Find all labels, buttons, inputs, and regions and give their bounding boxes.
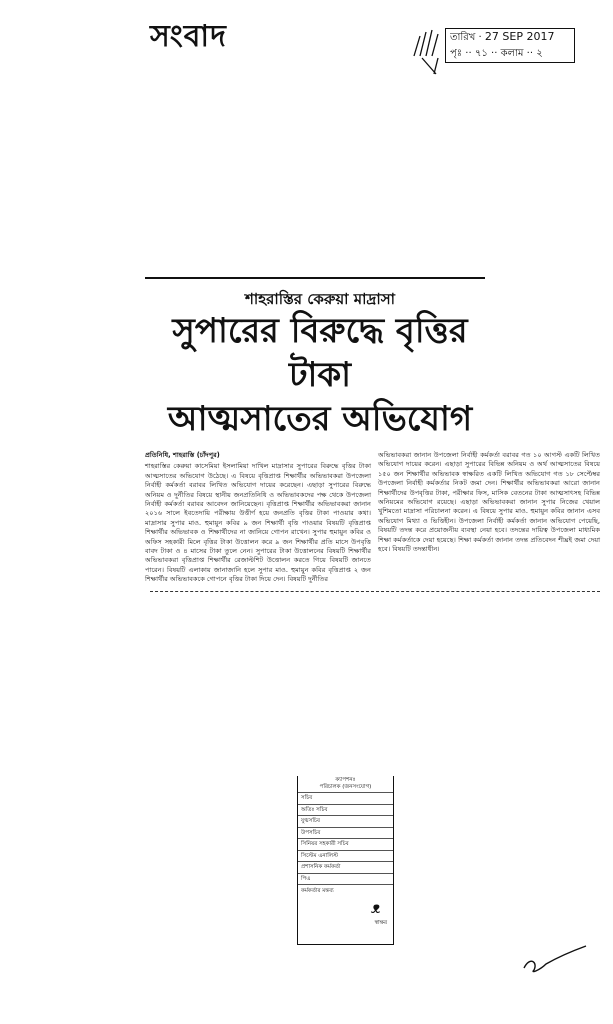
form-row: উপসচিব: [298, 828, 393, 840]
article-column-1-text: শাহরাস্তির কেরুয়া কাসেমিয়া ইসলামিয়া দাখিল মাদ্রাসার সুপারের বিরুদ্ধে বৃত্তির টাকা আত্মসাতের অভিযোগ উঠেছে। এ বিষয়ে বৃত্তিপ্রাপ্ত শিক্ষার্থীর অভিভাবকরা উপজেলা নির্বাহী কর্মকর্তা বরাবর লিখিত অভিযোগ দায়ের করেছেন। এছাড়া সুপারের বিরুদ্ধে অনিয়ম ও দুর্নীতির বিষয়ে স্থানীয় জনপ্রতিনিধি ও অভিভাবকদের পক্ষ থেকে উপজেলা নির্বাহী কর্মকর্তা বরাবর আবেদন জানিয়েছেন। বৃত্তিপ্রাপ্ত শিক্ষার্থীর অভিভাবকরা জানান ২০১৬ সালে ইবতেদায়ি পরীক্ষায় উত্তীর্ণ হয়ে জনপ্রতি বৃত্তির টাকা পাওয়ার কথা। মাদ্রাসার সুপার মাও. হুমায়ুন কবির ৯ জন শিক্ষার্থী বৃত্তি পাওয়ার বিষয়টি বৃত্তিপ্রাপ্ত শিক্ষার্থীর অভিভাবক ও শিক্ষার্থীদের না জানিয়ে গোপন রাখেন। সুপার হুমায়ুন কবির ও অফিস সহকারী মিলে বৃত্তির টাকা উত্তোলন করে ৯ জন শিক্ষার্থীর প্রতি মাসে উপবৃত্তি বাবদ টাকা ও ৪ মাসের টাকা তুলে নেন। সুপারের টাকা উত্তোলনের বিষয়টি শিক্ষার্থীর অভিভাবকরা বৃত্তিপ্রাপ্ত শিক্ষার্থীর রেজাল্টশিট উত্তোলন করতে গিয়ে বিষয়টি জানতে পারেন। বিষয়টি এলাকায় জানাজানি হলে সুপার মাও. হুমায়ুন কবির বৃত্তিপ্রাপ্ত ২ জন শিক্ষার্থীর অভিভাবককে গোপনে বৃত্তির টাকা দিয়ে দেন। বিষয়টি দুর্নীতির: [145, 462, 371, 584]
form-title: [298, 776, 393, 793]
headline-line-1: সুপারের বিরুদ্ধে বৃত্তির টাকা: [172, 311, 468, 395]
article-kicker: শাহরাস্তির কেরুয়া মাদ্রাসা: [244, 290, 395, 308]
article-column-2-text: অভিভাবকরা জানান উপজেলা নির্বাহী কর্মকর্তা বরাবর গত ১০ আগস্ট একটি লিখিত অভিযোগ দায়ের করেন। এছাড়া সুপারের বিভিন্ন অনিয়ম ও অর্থ আত্মসাতের বিষয়ে ১৫০ জন শিক্ষার্থীর অভিভাবক স্বাক্ষরিত একটি লিখিত অভিযোগ গত ১৮ সেপ্টেম্বর উপজেলা নির্বাহী কর্মকর্তার নিকট জমা দেন। শিক্ষার্থীর অভিভাবকরা আরো জানান শিক্ষার্থীদের উপবৃত্তির টাকা, পরীক্ষার ফিস, মাসিক বেতনের টাকা আত্মসাৎসহ বিভিন্ন অনিয়মের অভিযোগ রয়েছে। এছাড়া অভিভাবকরা জানান সুপার নিজের খেয়াল খুশিমতো মাদ্রাসা পরিচালনা করেন। এ বিষয়ে সুপার মাও. হুমায়ুন কবির জানান এসব অভিযোগ মিথ্যা ও ভিত্তিহীন। উপজেলা নির্বাহী কর্মকর্তা জানান অভিযোগ পেয়েছি, বিষয়টি তদন্ত করে প্রয়োজনীয় ব্যবস্থা নেয়া হবে। তদন্তের দায়িত্ব উপজেলা মাধ্যমিক শিক্ষা কর্মকর্তাকে দেয়া হয়েছে। শিক্ষা কর্মকর্তা জানান তদন্ত প্রতিবেদন শীঘ্রই জমা দেয়া হবে। বিষয়টি তদন্তাধীন।: [378, 451, 600, 554]
form-title-text: ক্যাপশনঃ: [335, 777, 356, 783]
form-row: যুগ্মসচিব: [298, 816, 393, 828]
handwritten-signature: [520, 940, 590, 980]
form-row: সিস্টেম এনালিস্ট: [298, 851, 393, 863]
date-stamp: তারিখ · 27 SEP 2017 পৃঃ ·· ৭১ ·· কলাম ·· ২: [445, 28, 575, 63]
form-signature-mark: ᴥ: [371, 898, 381, 917]
form-subtitle: পরিচালক (জনসংযোগ): [319, 784, 372, 790]
stamp-column-value: ২: [536, 48, 543, 59]
article-column-2: [378, 451, 600, 554]
form-row: সিনিয়র সহকারী সচিব: [298, 839, 393, 851]
article-byline: প্রতিনিধি, শাহরাস্তি (চাঁদপুর): [145, 451, 220, 459]
form-row: অতিঃ সচিব: [298, 805, 393, 817]
article-column-1: [145, 451, 371, 585]
clipping-top-rule: [145, 277, 485, 279]
headline-line-2: আত্মসাতের অভিযোগ: [167, 399, 473, 439]
form-row: প্রশাসনিক কর্মকর্তা: [298, 862, 393, 874]
routing-form: [297, 776, 394, 945]
stamp-page-label: পৃঃ: [450, 48, 463, 59]
article-clipping: [140, 277, 602, 592]
stamp-date-label: তারিখ: [450, 32, 476, 43]
form-remarks-label: কর্মকর্তার মন্তব্য: [301, 888, 334, 894]
thumbprint-mark: [412, 26, 448, 76]
form-row: সচিব: [298, 793, 393, 805]
stamp-column-label: কলাম: [500, 48, 524, 59]
form-row: পিএ: [298, 874, 393, 886]
clipping-bottom-rule: [150, 591, 600, 592]
form-signature-label: স্বাক্ষর: [374, 920, 387, 926]
article-body: [145, 451, 602, 585]
newspaper-name: সংবাদ: [150, 19, 227, 54]
stamp-page-value: ৭১: [474, 48, 488, 59]
stamp-date-value: 27 SEP 2017: [484, 30, 555, 43]
